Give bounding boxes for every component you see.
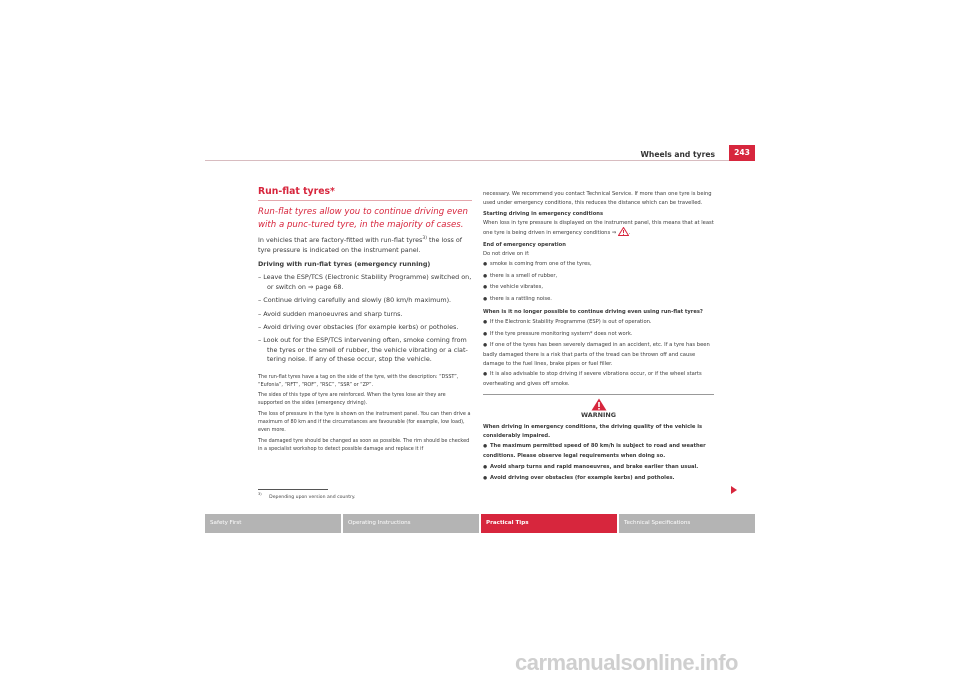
bullet-icon bbox=[483, 474, 490, 484]
continued-paragraph: necessary. We recommend you contact Technical Service. If more than one tyre is being used under emergency conditions, this reduces the distance which can be travelled. bbox=[483, 191, 712, 206]
footnote-rule bbox=[258, 489, 328, 490]
dash-item: – Avoid driving over obstacles (for example kerbs) or potholes. bbox=[258, 323, 459, 332]
warning-item: ●The maximum permitted speed of 80 km/h is subject to road and weather conditions. Please observe legal requirements when doing so. bbox=[483, 442, 714, 460]
starting-paragraph: When loss in tyre pressure is displayed on the instrument panel, this means that at least one tyre is being driven in emergency conditions ⇒ . bbox=[483, 219, 714, 237]
footnote-text: Depending upon version and country. bbox=[269, 494, 356, 500]
list-item: ●If one of the tyres has been severely damaged in an accident, etc. If a tyre has been badly damaged there is a risk that parts of the tread can be thrown off and cause damage to the fuel lines, brake pipes or fuel filler. bbox=[483, 341, 714, 368]
bullet-icon bbox=[483, 463, 490, 473]
dash-item: – Continue driving carefully and slowly (80 km/h maximum). bbox=[258, 296, 452, 305]
bullet-icon bbox=[483, 283, 490, 293]
note-paragraph: The damaged tyre should be changed as soon as possible. The rim should be checked in a specialist workshop to detect possible damage and replace it if bbox=[258, 438, 470, 452]
bullet-icon bbox=[483, 330, 490, 340]
note-paragraph: The loss of pressure in the tyre is shown on the instrument panel. You can then drive a maximum of 80 km and if the circumstances are favourable (for example, low load), even more. bbox=[258, 411, 471, 434]
dash-item: – Leave the ESP/TCS (Electronic Stability Programme) switched on, or switch on ⇒ page 68. bbox=[258, 273, 472, 291]
bullet-icon bbox=[483, 370, 490, 380]
list-item: ●If the tyre pressure monitoring system* does not work. bbox=[483, 330, 714, 340]
warning-item: ●Avoid driving over obstacles (for example kerbs) and potholes. bbox=[483, 474, 714, 484]
dash-item: – Avoid sudden manoeuvres and sharp turns. bbox=[258, 309, 403, 318]
warning-triangle-icon bbox=[591, 398, 607, 411]
section-title: Run-flat tyres* bbox=[258, 186, 472, 201]
warning-text: When driving in emergency conditions, the driving quality of the vehicle is considerably impaired. bbox=[483, 424, 703, 439]
dash-item: – Look out for the ESP/TCS intervening often, smoke coming from the tyres or the smell of rubber, the vehicle vibrating or a clat-tering noise. If any of these occur, stop the vehicle. bbox=[258, 336, 468, 364]
bullet-icon bbox=[483, 260, 490, 270]
intro-text-1: In vehicles that are factory-fitted with run-flat tyres bbox=[258, 236, 423, 245]
running-header-title: Wheels and tyres bbox=[640, 150, 715, 159]
end-heading: End of emergency operation bbox=[483, 241, 566, 248]
left-column bbox=[258, 186, 472, 454]
list-item: ●there is a smell of rubber, bbox=[483, 272, 714, 282]
list-item: ●there is a rattling noise. bbox=[483, 295, 714, 305]
bullet-icon bbox=[483, 295, 490, 305]
warning-item: ●Avoid sharp turns and rapid manoeuvres, and brake earlier than usual. bbox=[483, 463, 714, 473]
note-paragraph: The sides of this type of tyre are reinforced. When the tyres lose air they are supported on the sides (emergency driving). bbox=[258, 392, 446, 407]
footnote bbox=[258, 494, 355, 500]
list-item: ●smoke is coming from one of the tyres, bbox=[483, 260, 714, 270]
no-longer-heading: When is it no longer possible to continue driving even using run-flat tyres? bbox=[483, 308, 703, 315]
tab-technical-specifications[interactable]: Technical Specifications bbox=[619, 514, 755, 533]
header-rule bbox=[205, 160, 729, 161]
bullet-icon bbox=[483, 272, 490, 282]
footnote-mark: 3) bbox=[258, 492, 262, 496]
right-column bbox=[483, 190, 714, 484]
footer-nav bbox=[205, 514, 755, 533]
continue-arrow-icon bbox=[731, 486, 737, 494]
bullet-icon bbox=[483, 341, 490, 351]
list-item: ●the vehicle vibrates, bbox=[483, 283, 714, 293]
tab-safety-first[interactable]: Safety First bbox=[205, 514, 341, 533]
tab-operating-instructions[interactable]: Operating Instructions bbox=[343, 514, 479, 533]
warning-box bbox=[483, 394, 714, 484]
tab-practical-tips[interactable]: Practical Tips bbox=[481, 514, 617, 533]
warning-label: WARNING bbox=[581, 411, 616, 420]
end-intro: Do not drive on if: bbox=[483, 250, 530, 257]
warning-triangle-icon[interactable] bbox=[618, 227, 629, 236]
footnote-ref[interactable]: 3) bbox=[422, 236, 427, 242]
list-item: ●It is also advisable to stop driving if severe vibrations occur, or if the wheel starts overheating and gives off smoke. bbox=[483, 370, 714, 388]
driving-heading: Driving with run-flat tyres (emergency running) bbox=[258, 260, 431, 268]
bullet-icon bbox=[483, 442, 490, 452]
bullet-icon bbox=[483, 318, 490, 328]
watermark: carmanualsonline.info bbox=[515, 650, 738, 675]
intro-text-2: the loss of tyre pressure is indicated on the instrument panel. bbox=[258, 236, 463, 254]
starting-heading: Starting driving in emergency conditions bbox=[483, 211, 604, 218]
list-item: ●If the Electronic Stability Programme (ESP) is out of operation. bbox=[483, 318, 714, 328]
intro-paragraph bbox=[258, 236, 472, 255]
page-number: 243 bbox=[729, 145, 755, 161]
section-intro: Run-flat tyres allow you to continue driving even with a punc-tured tyre, in the majority of cases. bbox=[258, 207, 468, 230]
note-paragraph: The run-flat tyres have a tag on the side of the tyre, with the description: “DSST”, “Eufonia”, “RFT”, “ROF”, “RSC”, “SSR” or “ZP”. bbox=[258, 373, 459, 388]
